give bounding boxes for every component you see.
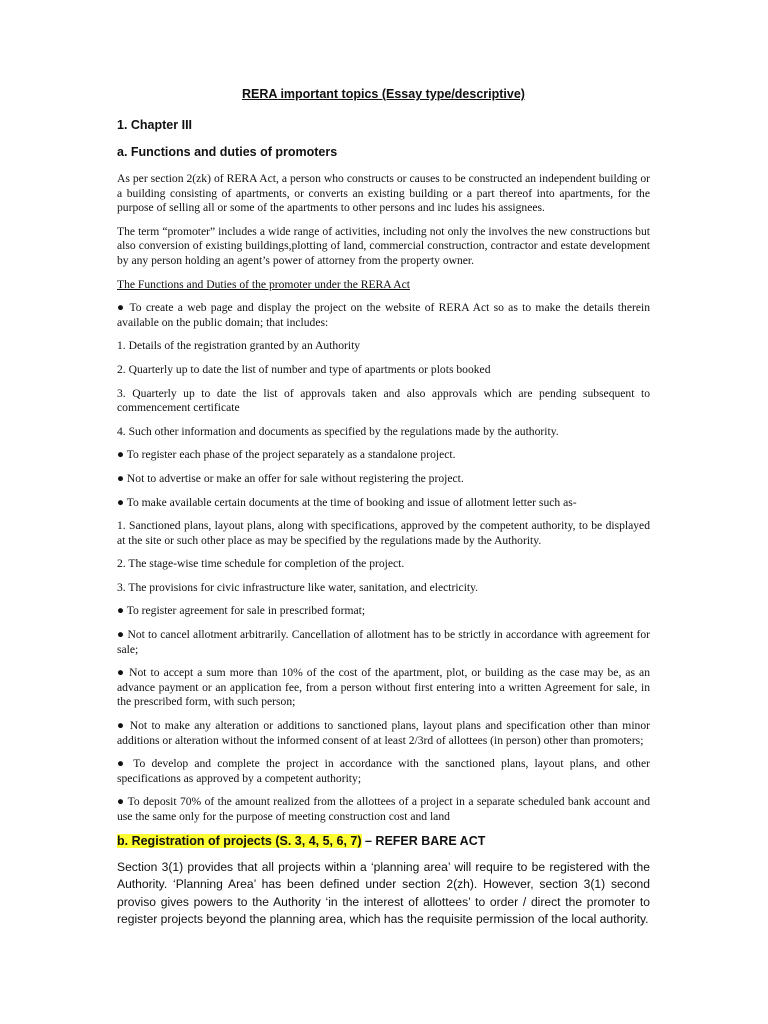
section-b-highlight: b. Registration of projects (S. 3, 4, 5, 6, 7) (117, 833, 362, 848)
list-item: 2. The stage-wise time schedule for completion of the project. (117, 557, 405, 571)
refer-bare-act-note: – REFER BARE ACT (361, 833, 486, 848)
list-item: ● To register each phase of the project separately as a standalone project. (117, 448, 456, 462)
promoter-term-paragraph: The term “promoter” includes a wide range of activities, including not only the involves the new constructions but also conversion of existing buildings,plotting of land, commercial construction, contractor and estate development by any person holding an agent’s power of attorney from the property owner. (117, 224, 650, 267)
list-item: ● To create a web page and display the project on the website of RERA Act so as to make the details therein available on the public domain; that includes: (117, 301, 650, 329)
registration-paragraph: Section 3(1) provides that all projects within a ‘planning area’ will require to be registered with the Authority. ‘Planning Area’ has been defined under section 2(zh). However, section 3(1) second proviso gives powers to the Authority ‘in the interest of allottees’ to order / direct the promoter to register projects beyond the planning area, which has the requisite permission of the local authority. (117, 859, 650, 927)
list-item: 1. Sanctioned plans, layout plans, along with specifications, approved by the competent authority, to be displayed at the site or such other place as may be specified by the regulations made by the Authority. (117, 519, 650, 547)
list-item: ● Not to advertise or make an offer for sale without registering the project. (117, 471, 464, 485)
list-item: ● Not to make any alteration or additions to sanctioned plans, layout plans and specification other than minor additions or alteration without the informed consent of at least 2/3rd of allottees (in person) other than promoters; (117, 719, 650, 747)
section-b-heading (117, 834, 650, 848)
list-item: 3. Quarterly up to date the list of approvals taken and also approvals which are pending subsequent to commencement certificate (117, 386, 650, 415)
list-item: 2. Quarterly up to date the list of number and type of apartments or plots booked (117, 362, 491, 376)
list-item: 4. Such other information and documents as specified by the regulations made by the authority. (117, 424, 559, 438)
list-item: 3. The provisions for civic infrastructure like water, sanitation, and electricity. (117, 580, 479, 594)
section-a-heading: a. Functions and duties of promoters (117, 145, 338, 159)
list-item: ● To develop and complete the project in accordance with the sanctioned plans, layout plans, and other specifications as approved by a competent authority; (117, 757, 650, 785)
promoter-definition-paragraph: As per section 2(zk) of RERA Act, a person who constructs or causes to be constructed an independent building or a building consisting of apartments, or converts an existing building or a part thereof into apartments, for the purpose of selling all or some of the apartments to other persons and inc ludes his assignees. (117, 172, 650, 215)
list-item: ● Not to accept a sum more than 10% of the cost of the apartment, plot, or building as the case may be, as an advance payment or an application fee, from a person without first entering into a written Agreement for sale, in the prescribed form, with such person; (117, 666, 650, 709)
list-item: 1. Details of the registration granted by an Authority (117, 339, 361, 353)
list-item: ● To register agreement for sale in prescribed format; (117, 604, 366, 618)
chapter-heading: 1. Chapter III (117, 118, 193, 132)
functions-subheading: The Functions and Duties of the promoter under the RERA Act (117, 277, 411, 291)
list-item: ● Not to cancel allotment arbitrarily. Cancellation of allotment has to be strictly in accordance with agreement for sale; (117, 628, 650, 656)
list-item: ● To make available certain documents at the time of booking and issue of allotment letter such as- (117, 495, 577, 509)
document-title: RERA important topics (Essay type/descriptive) (242, 87, 525, 101)
list-item: ● To deposit 70% of the amount realized from the allottees of a project in a separate scheduled bank account and use the same only for the purpose of meeting construction cost and land (117, 795, 650, 823)
